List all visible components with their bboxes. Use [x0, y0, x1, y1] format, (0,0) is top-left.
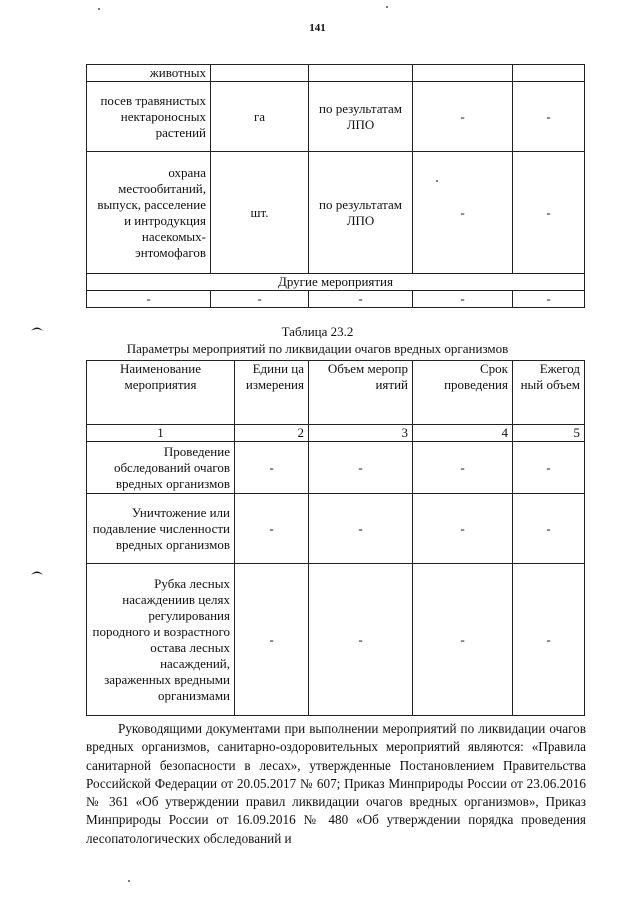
table-number-row — [87, 425, 585, 442]
table-cell: - — [211, 291, 309, 308]
table-cell: - — [513, 152, 585, 274]
table-cell: - — [413, 82, 513, 152]
page-number: 141 — [309, 22, 326, 34]
table-cell: - — [413, 442, 513, 494]
table-cell: - — [309, 291, 413, 308]
table-cell: - — [87, 291, 211, 308]
column-number: 1 — [87, 425, 235, 442]
column-number: 4 — [413, 425, 513, 442]
header-cell: Наименование мероприятия — [87, 361, 235, 425]
table-cell: животных — [87, 65, 211, 82]
table-row — [87, 291, 585, 308]
table-cell: шт. — [211, 152, 309, 274]
scan-speck — [436, 180, 438, 182]
scan-speck — [98, 8, 100, 10]
scan-speck — [386, 6, 388, 8]
section-header: Другие мероприятия — [87, 274, 585, 291]
table-cell: по результатам ЛПО — [309, 82, 413, 152]
table-cell: посев травянистых нектароносных растений — [87, 82, 211, 152]
table-cell: - — [235, 564, 309, 716]
table-cell: - — [235, 442, 309, 494]
table-cell: - — [513, 564, 585, 716]
table-row — [87, 494, 585, 564]
table-cell: - — [513, 442, 585, 494]
table-cell: - — [413, 291, 513, 308]
table-cell: - — [413, 564, 513, 716]
table-cell: - — [235, 494, 309, 564]
binding-mark-icon — [30, 568, 44, 576]
table-header-row — [87, 361, 585, 425]
table-cell: Проведение обследований очагов вредных организмов — [87, 442, 235, 494]
table-cell: - — [309, 494, 413, 564]
table-cell: - — [513, 494, 585, 564]
scan-speck — [128, 880, 130, 882]
table-section-row — [87, 274, 585, 291]
parameters-table — [86, 360, 585, 716]
header-cell: Срок проведения — [413, 361, 513, 425]
table-cell: - — [513, 82, 585, 152]
header-cell: Ежегод ный объем — [513, 361, 585, 425]
header-cell: Объем меропр иятий — [309, 361, 413, 425]
table-cell — [309, 65, 413, 82]
table-cell: - — [513, 291, 585, 308]
table-caption: Таблица 23.2 — [281, 324, 354, 339]
table-cell: по результатам ЛПО — [309, 152, 413, 274]
table-cell: - — [309, 442, 413, 494]
table-cell: Уничтожение или подавление численности вредных организмов — [87, 494, 235, 564]
table-cell — [513, 65, 585, 82]
table-row — [87, 442, 585, 494]
header-cell: Едини ца измерения — [235, 361, 309, 425]
table-row — [87, 152, 585, 274]
table-cell: охрана местообитаний, выпуск, расселение и интродукция насекомых-энтомофагов — [87, 152, 211, 274]
table-cell: га — [211, 82, 309, 152]
table-title: Параметры мероприятий по ликвидации очагов вредных организмов — [126, 341, 509, 356]
table-cell: Рубка лесных насаждениив целях регулирования породного и возрастного остава лесных насаждений, зараженных вредными организмами — [87, 564, 235, 716]
body-paragraph: Руководящими документами при выполнении мероприятий по ликвидации очагов вредных организмов, санитарно-оздоровительных мероприятий являются: «Правила санитарной безопасности в лесах», утвержденные Постановлением Правительства Российской Федерации от 20.05.2017 № 607; Приказ Минприроды России от 23.06.2016 № 361 «Об утверждении правил ликвидации очагов вредных организмов», Приказ Минприроды России от 16.09.2016 № 480 «Об утверждении порядка проведения лесопатологических обследований и — [86, 721, 586, 846]
table-cell — [211, 65, 309, 82]
table-cell: - — [413, 494, 513, 564]
column-number: 5 — [513, 425, 585, 442]
table-cell: - — [413, 152, 513, 274]
column-number: 3 — [309, 425, 413, 442]
table-row — [87, 564, 585, 716]
table-row — [87, 82, 585, 152]
column-number: 2 — [235, 425, 309, 442]
table-row — [87, 65, 585, 82]
table-cell: - — [309, 564, 413, 716]
table-cell — [413, 65, 513, 82]
continued-table — [86, 64, 585, 308]
